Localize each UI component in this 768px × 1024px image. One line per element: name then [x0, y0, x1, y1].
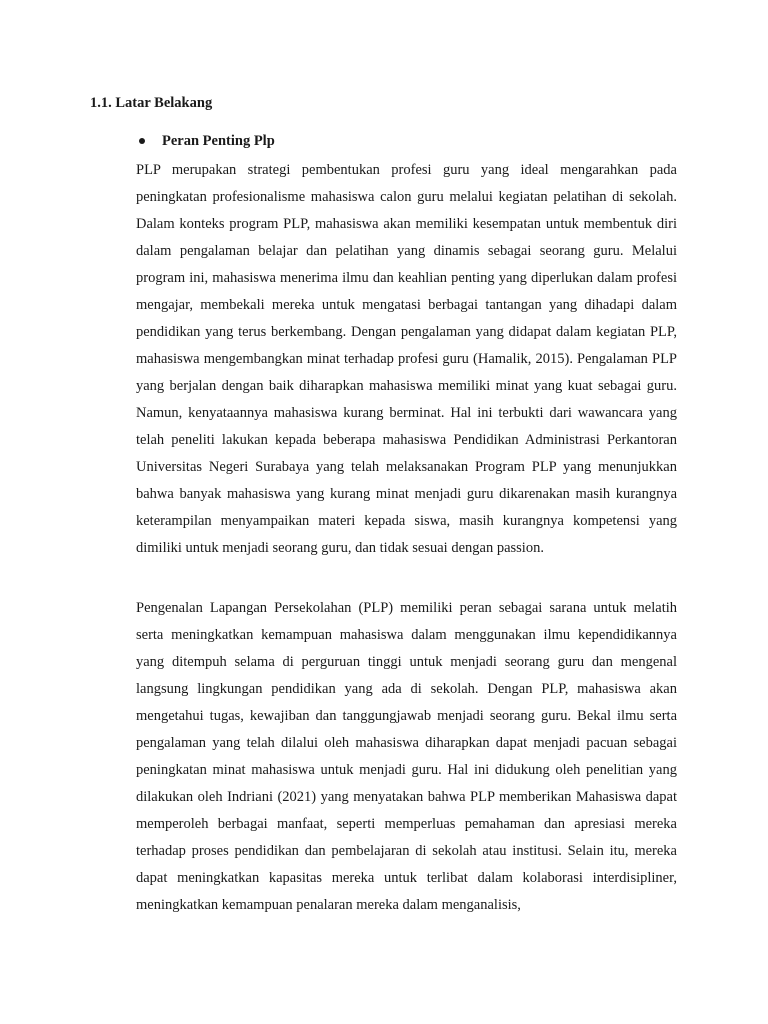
paragraph-2: Pengenalan Lapangan Persekolahan (PLP) memiliki peran sebagai sarana untuk melatih serta meningkatkan kemampuan mahasiswa dalam menggunakan ilmu kependidikannya yang ditempuh selama di perguruan tinggi untuk menjadi seorang guru dan mengenal langsung lingkungan pendidikan yang ada di sekolah. Dengan PLP, mahasiswa akan mengetahui tugas, kewajiban dan tanggungjawab menjadi seorang guru. Bekal ilmu serta pengalaman yang telah dilalui oleh mahasiswa diharapkan dapat menjadi pacuan sebagai peningkatan minat mahasiswa untuk menjadi guru. Hal ini didukung oleh penelitian yang dilakukan oleh Indriani (2021) yang menyatakan bahwa PLP memberikan Mahasiswa dapat memperoleh berbagai manfaat, seperti memperluas pemahaman dan apresiasi mereka terhadap proses pendidikan dan pembelajaran di sekolah atau institusi. Selain itu, mereka dapat meningkatkan kapasitas mereka untuk terlibat dalam kolaborasi interdisipliner, meningkatkan kemampuan penalaran mereka dalam menganalisis, [136, 600, 677, 913]
bullet-dot-icon [139, 138, 145, 144]
bullet-label: Peran Penting Plp [162, 133, 275, 149]
bullet-item [139, 131, 275, 151]
section-heading: 1.1. Latar Belakang [90, 95, 213, 111]
paragraph-1: PLP merupakan strategi pembentukan profesi guru yang ideal mengarahkan pada peningkatan profesionalisme mahasiswa calon guru melalui kegiatan pelatihan di sekolah. Dalam konteks program PLP, mahasiswa akan memiliki kesempatan untuk membentuk diri dalam pengalaman belajar dan pelatihan yang dinamis sebagai seorang guru. Melalui program ini, mahasiswa menerima ilmu dan keahlian penting yang diperlukan dalam profesi mengajar, membekali mereka untuk mengatasi berbagai tantangan yang dihadapi dalam pendidikan yang terus berkembang. Dengan pengalaman yang didapat dalam kegiatan PLP, mahasiswa mengembangkan minat terhadap profesi guru (Hamalik, 2015). Pengalaman PLP yang berjalan dengan baik diharapkan mahasiswa memiliki minat yang kuat sebagai guru. Namun, kenyataannya mahasiswa kurang berminat. Hal ini terbukti dari wawancara yang telah peneliti lakukan kepada beberapa mahasiswa Pendidikan Administrasi Perkantoran Universitas Negeri Surabaya yang telah melaksanakan Program PLP yang menunjukkan bahwa banyak mahasiswa yang kurang minat menjadi guru dikarenakan masih kurangnya keterampilan menyampaikan materi kepada siswa, masih kurangnya kompetensi yang dimiliki untuk menjadi seorang guru, dan tidak sesuai dengan passion. [136, 162, 677, 556]
